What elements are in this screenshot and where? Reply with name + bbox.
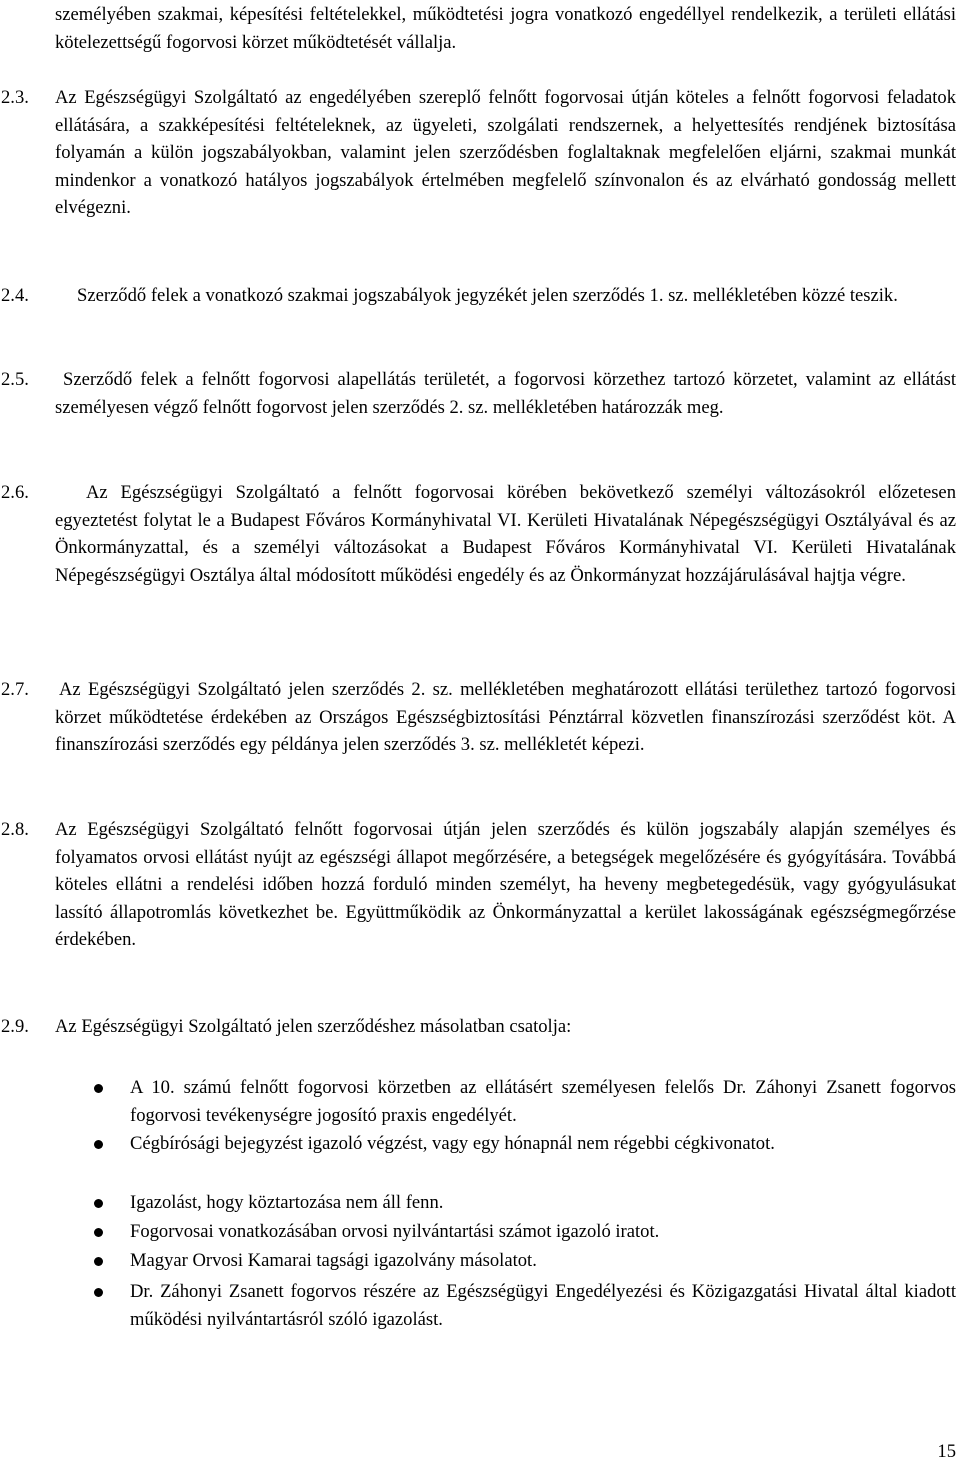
section-number: 2.8. — [1, 819, 29, 840]
list-item-text: Cégbírósági bejegyzést igazoló végzést, vagy egy hónapnál nem régebbi cégkivonatot. — [130, 1133, 775, 1154]
section-text: Szerződő felek a felnőtt fogorvosi alapellátás területét, a fogorvosi körzethez tartozó körzetet, valamint az ellátást személyesen végző felnőtt fogorvost jelen szerződés 2. sz. mellékletében határozzák meg. — [55, 369, 956, 418]
section-text: Az Egészségügyi Szolgáltató az engedélyében szereplő felnőtt fogorvosai útján köteles a felnőtt fogorvosi feladatok ellátására, a szakképesítési feltételeknek, az ügyeleti, szolgálati rendszernek, a helyettesítés rendjének biztosítása folyamán a külön jogszabályokban, valamint jelen szerződésben foglaltaknak megfelelően eljárni, szakmai munkát mindenkor a vonatkozó hatályos jogszabályok értelmében megfelelő színvonalon és az elvárható gondosság mellett elvégezni. — [55, 87, 956, 219]
bullet-icon — [94, 1228, 103, 1237]
list-item-text: Magyar Orvosi Kamarai tagsági igazolvány másolatot. — [130, 1250, 537, 1271]
section-number: 2.9. — [1, 1016, 29, 1037]
bullet-icon — [94, 1199, 103, 1208]
section-text: Az Egészségügyi Szolgáltató jelen szerződéshez másolatban csatolja: — [55, 1016, 572, 1037]
section-text: Az Egészségügyi Szolgáltató jelen szerződés 2. sz. mellékletében meghatározott ellátási területhez tartozó fogorvosi körzet működtetése érdekében az Országos Egészségbiztosítási Pénztárral közvetlen finanszírozási szerződést köt. A finanszírozási szerződés egy példánya jelen szerződés 3. sz. mellékletét képezi. — [55, 679, 956, 756]
section-text: Az Egészségügyi Szolgáltató felnőtt fogorvosai útján jelen szerződés és külön jogszabály alapján személyes és folyamatos orvosi ellátást nyújt az egészségi állapot megőrzésére, a betegségek megelőzésére és gyógyítására. Továbbá köteles ellátni a rendelési időben hozzá forduló minden személyt, ha heveny megbetegedésük, vagy gyógyulásukat lassító állapotromlás következhet be. Együttműködik az Önkormányzattal a kerület lakosságának egészségmegőrzése érdekében. — [55, 819, 956, 951]
list-item-text: Igazolást, hogy köztartozása nem áll fenn. — [130, 1192, 444, 1213]
section-number: 2.6. — [1, 482, 29, 503]
list-item-text: A 10. számú felnőtt fogorvosi körzetben az ellátásért személyesen felelős Dr. Záhonyi Zsanett fogorvos fogorvosi tevékenységre jogosító praxis engedélyét. — [130, 1077, 956, 1126]
bullet-icon — [94, 1140, 103, 1149]
bullet-icon — [94, 1288, 103, 1297]
section-text: Az Egészségügyi Szolgáltató a felnőtt fogorvosai körében bekövetkező személyi változásokról előzetesen egyeztetést folytat le a Budapest Főváros Kormányhivatal VI. Kerületi Hivatalának Népegészségügyi Osztályával és az Önkormányzattal, és a személyi változásokat a Budapest Főváros Kormányhivatal VI. Kerületi Hivatalának Népegészségügyi Osztálya által módosított működési engedély és az Önkormányzat hozzájárulásával hajtja végre. — [55, 482, 956, 586]
intro-paragraph: személyében szakmai, képesítési feltételekkel, működtetési jogra vonatkozó engedéllyel rendelkezik, a területi ellátási kötelezettségű fogorvosi körzet működtetését vállalja. — [55, 4, 956, 53]
section-number: 2.4. — [1, 285, 29, 306]
section-number: 2.5. — [1, 369, 29, 390]
section-number: 2.3. — [1, 87, 29, 108]
bullet-icon — [94, 1257, 103, 1266]
section-number: 2.7. — [1, 679, 29, 700]
list-item-text: Fogorvosai vonatkozásában orvosi nyilvántartási számot igazoló iratot. — [130, 1221, 660, 1242]
list-item-text: Dr. Záhonyi Zsanett fogorvos részére az Egészségügyi Engedélyezési és Közigazgatási Hivatal által kiadott működési nyilvántartásról szóló igazolást. — [130, 1281, 956, 1330]
bullet-icon — [94, 1084, 103, 1093]
page-number: 15 — [937, 1441, 956, 1462]
section-text: Szerződő felek a vonatkozó szakmai jogszabályok jegyzékét jelen szerződés 1. sz. mellékletében közzé teszik. — [77, 285, 898, 306]
